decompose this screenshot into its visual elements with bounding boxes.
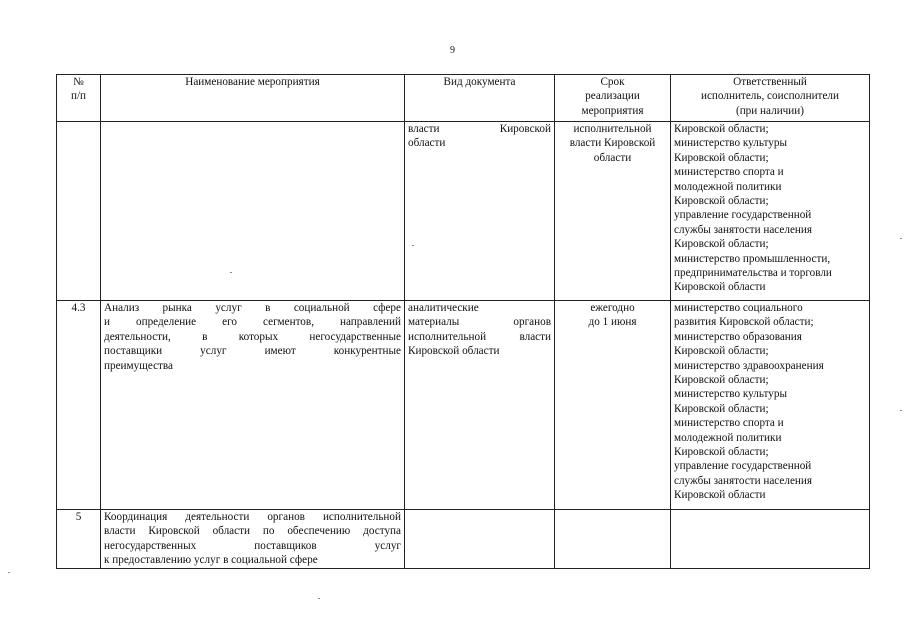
scan-speck: [230, 272, 232, 273]
measure-name-cell: Анализ рынка услуг в социальной сфере и определение его сегментов, направлений деятельности, в которых негосударственные поставщики услуг имеют конкурентные преимущества: [101, 301, 405, 510]
row-number: 5: [57, 510, 101, 569]
scan-speck: [412, 245, 414, 246]
page-number: 9: [450, 45, 455, 56]
table-header-row: [57, 75, 870, 122]
measures-table: [56, 74, 870, 569]
row-number: [57, 122, 101, 301]
table-row: [57, 510, 870, 569]
table-row: [57, 301, 870, 510]
header-responsible: Ответственный исполнитель, соисполнители (при наличии): [671, 75, 870, 122]
header-measure-name: Наименование мероприятия: [101, 75, 405, 122]
responsible-cell: [671, 510, 870, 569]
scan-speck: [318, 598, 320, 599]
scan-speck: [900, 238, 902, 239]
document-type-cell: власти Кировской области: [405, 122, 555, 301]
header-number: № п/п: [57, 75, 101, 122]
measure-name-cell: Координация деятельности органов исполнительной власти Кировской области по обеспечению доступа негосударственных поставщиков услуг к предоставлению услуг в социальной сфере: [101, 510, 405, 569]
scan-speck: [8, 572, 10, 573]
term-cell: [555, 510, 671, 569]
row-number: 4.3: [57, 301, 101, 510]
document-type-cell: [405, 510, 555, 569]
responsible-cell: министерство социального развития Кировской области; министерство образования Кировской области; министерство здравоохранения Кировской области; министерство культуры Кировской области; министерство спорта и молодежной политики Кировской области; управление государственной службы занятости населения Кировской области: [671, 301, 870, 510]
measure-name-cell: [101, 122, 405, 301]
scan-speck: [900, 410, 902, 411]
term-cell: ежегодно до 1 июня: [555, 301, 671, 510]
table-row: [57, 122, 870, 301]
header-term: Срок реализации мероприятия: [555, 75, 671, 122]
document-type-cell: аналитические материалы органов исполнительной власти Кировской области: [405, 301, 555, 510]
responsible-cell: Кировской области; министерство культуры Кировской области; министерство спорта и молодежной политики Кировской области; управление государственной службы занятости населения Кировской области; министерство промышленности, предпринимательства и торговли Кировской области: [671, 122, 870, 301]
term-cell: исполнительной власти Кировской области: [555, 122, 671, 301]
header-document-type: Вид документа: [405, 75, 555, 122]
